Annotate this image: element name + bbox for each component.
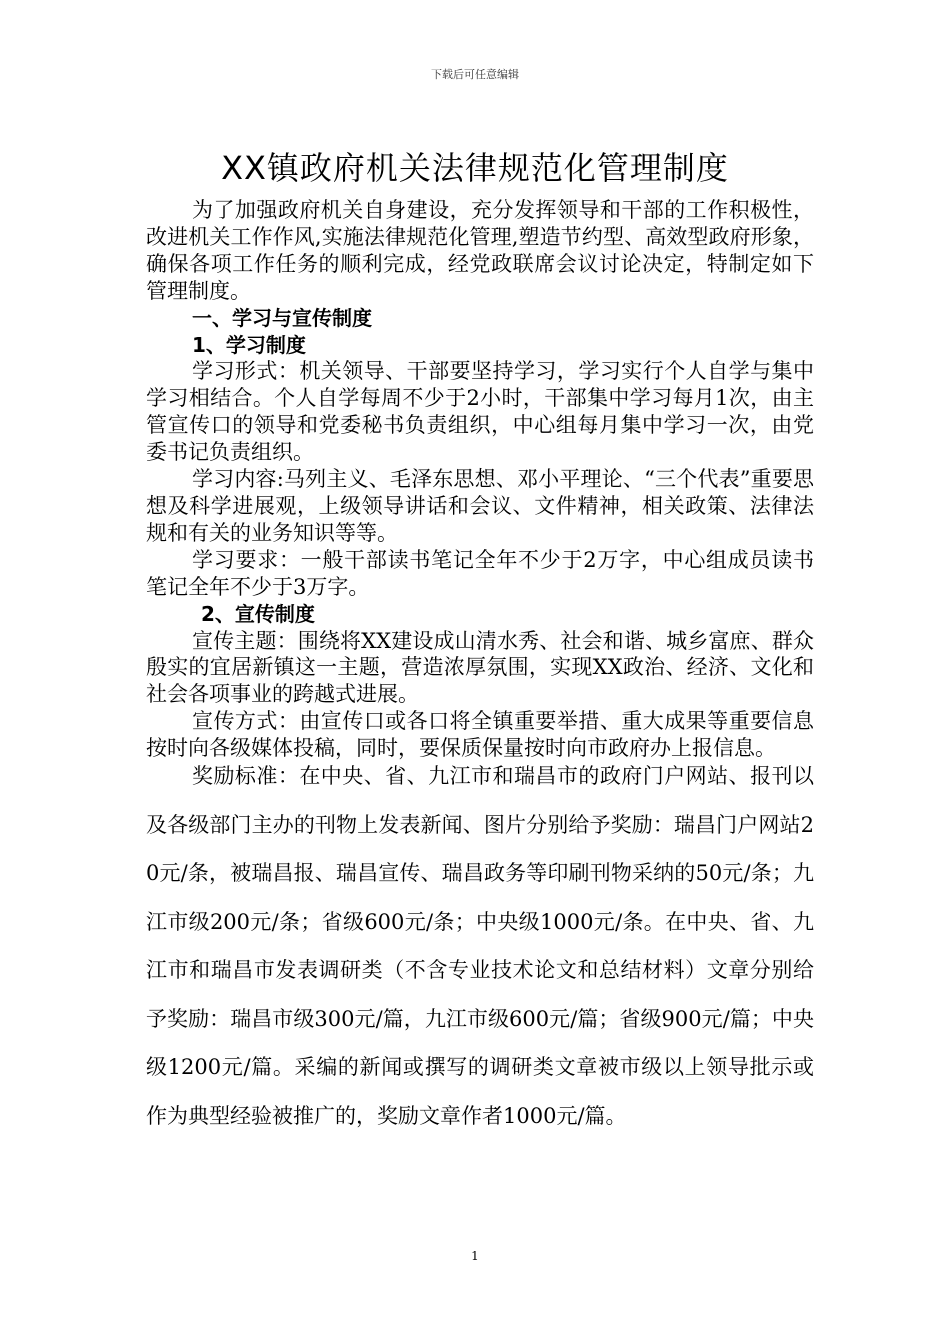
study-content-paragraph: 学习内容:马列主义、毛泽东思想、邓小平理论、“三个代表”重要思想及科学进展观，上级领导讲话和会议、文件精神，相关政策、法律法规和有关的业务知识等等。 — [146, 467, 814, 545]
document-title: XX镇政府机关法律规范化管理制度 — [221, 149, 729, 187]
study-form-paragraph: 学习形式：机关领导、干部要坚持学习，学习实行个人自学与集中学习相结合。个人自学每周不少于2小时，干部集中学习每月1次，由主管宣传口的领导和党委秘书负责组织，中心组每月集中学习一次，由党委书记负责组织。 — [146, 359, 814, 465]
document-body-upper — [146, 197, 814, 762]
publicity-theme-paragraph: 宣传主题：围绕将XX建设成山清水秀、社会和谐、城乡富庶、群众殷实的宜居新镇这一主题，营造浓厚氛围，实现XX政治、经济、文化和社会各项事业的跨越式进展。 — [146, 628, 814, 707]
document-body-lower — [146, 752, 814, 1140]
intro-paragraph: 为了加强政府机关自身建设，充分发挥领导和干部的工作积极性，改进机关工作作风,实施法律规范化管理,塑造节约型、高效型政府形象，确保各项工作任务的顺利完成，经党政联席会议讨论决定，特制定如下管理制度。 — [146, 198, 814, 303]
subsection-heading-publicity: 2、宣传制度 — [201, 601, 315, 626]
publicity-method-paragraph: 宣传方式：由宣传口或各口将全镇重要举措、重大成果等重要信息按时向各级媒体投稿，同时，要保质保量按时向市政府办上报信息。 — [146, 709, 814, 761]
header-note: 下载后可任意编辑 — [431, 68, 519, 81]
study-requirement-paragraph: 学习要求：一般干部读书笔记全年不少于2万字，中心组成员读书笔记全年不少于3万字。 — [146, 547, 814, 599]
subsection-heading-study: 1、学习制度 — [192, 332, 306, 357]
page-number: 1 — [471, 1249, 479, 1263]
section-heading-study-publicity: 一、学习与宣传制度 — [192, 305, 372, 330]
reward-standard-paragraph: 奖励标准：在中央、省、九江市和瑞昌市的政府门户网站、报刊以及各级部门主办的刊物上发表新闻、图片分别给予奖励：瑞昌门户网站20元/条，被瑞昌报、瑞昌宣传、瑞昌政务等印刷刊物采纳的50元/条；九江市级200元/条；省级600元/条；中央级1000元/条。在中央、省、九江市和瑞昌市发表调研类（不含专业技术论文和总结材料）文章分别给予奖励：瑞昌市级300元/篇，九江市级600元/篇；省级900元/篇；中央级1200元/篇。采编的新闻或撰写的调研类文章被市级以上领导批示或作为典型经验被推广的，奖励文章作者1000元/篇。 — [146, 764, 814, 1128]
